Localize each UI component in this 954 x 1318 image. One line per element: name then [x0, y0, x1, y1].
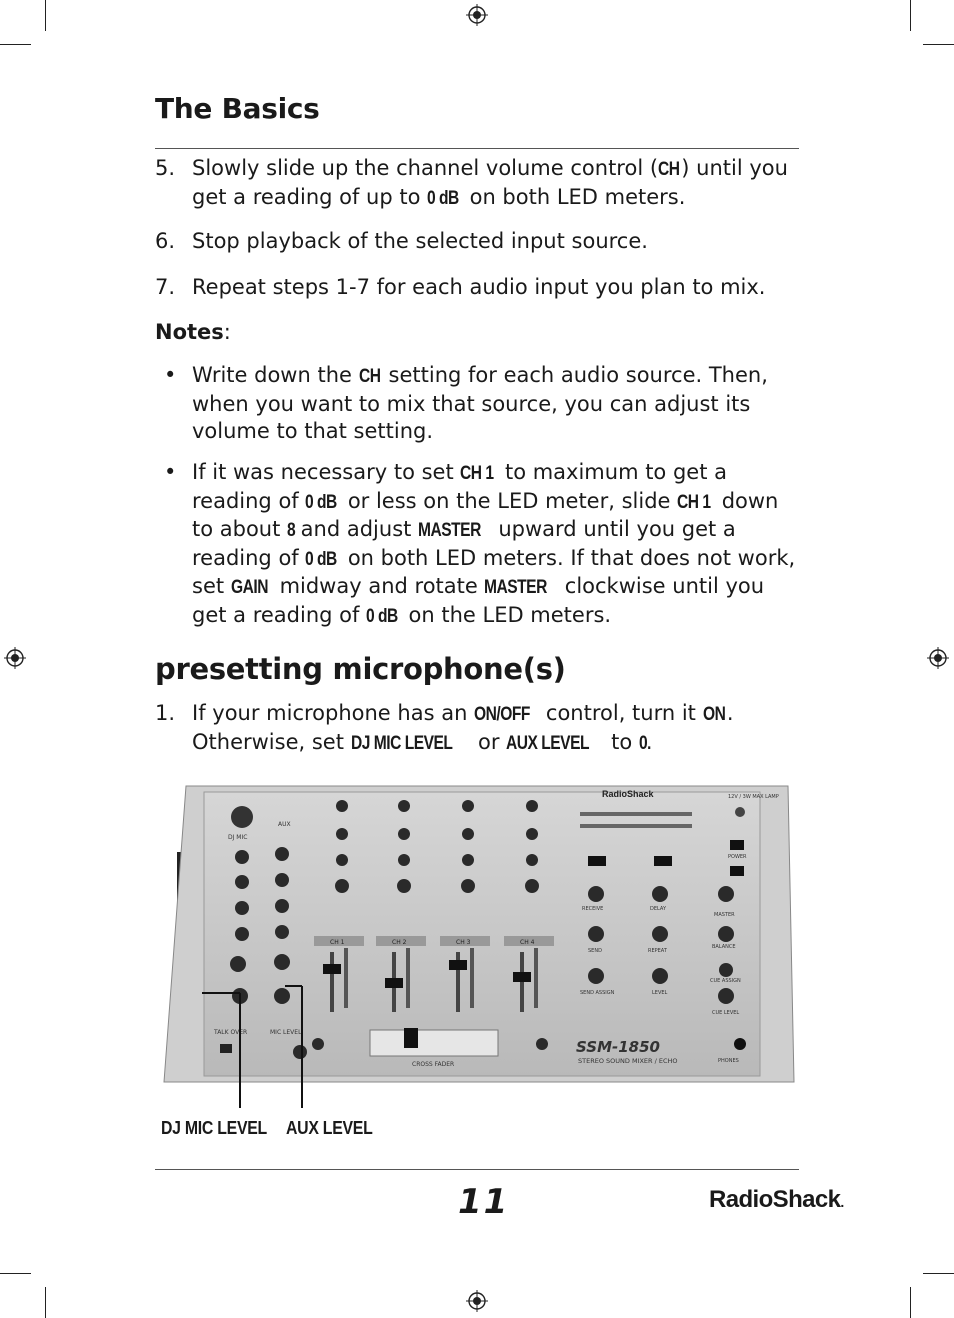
step-text: Stop playback of the selected input source.	[192, 229, 648, 253]
registration-mark-icon	[466, 4, 488, 26]
talk-over-label: TALK OVER	[214, 1029, 248, 1036]
power-label: POWER	[728, 854, 747, 860]
registration-mark-icon	[927, 647, 949, 669]
power-button	[730, 840, 744, 850]
section-title: The Basics	[155, 92, 320, 125]
xlr-jack-icon	[231, 806, 253, 828]
control-keyword: CH 1	[460, 463, 494, 484]
cue-level-label: CUE LEVEL	[712, 1010, 740, 1016]
cross-fader-knob	[404, 1028, 418, 1048]
lamp-label: 12V / 3W MAX LAMP	[728, 794, 779, 800]
registration-mark-icon	[4, 647, 26, 669]
cross-fader-plate	[370, 1030, 498, 1056]
ch1-label: CH 1	[330, 939, 345, 946]
cue-assign-label: CUE ASSIGN	[710, 978, 741, 984]
crop-mark	[0, 1273, 31, 1274]
control-keyword: ON/OFF	[474, 704, 530, 725]
step-text: If your microphone has an ON/OFF control, turn it ON. Otherwise, set DJ MIC LEVEL or AUX LEVEL to 0.	[192, 700, 802, 757]
subsection-title: presetting microphone(s)	[155, 652, 566, 686]
echo-switch	[654, 856, 672, 866]
model-name: SSM-1850	[576, 1038, 660, 1056]
mic-level-label: MIC LEVEL	[270, 1029, 302, 1036]
phones-label: PHONES	[718, 1058, 739, 1064]
control-keyword: 0	[638, 732, 648, 754]
crop-mark	[45, 1287, 46, 1318]
dj-mic-level-callout: DJ MIC LEVEL	[161, 1118, 267, 1138]
control-keyword: MASTER	[418, 520, 481, 541]
crop-mark	[45, 0, 46, 31]
control-keyword: 0 dB	[305, 548, 338, 570]
control-keyword: 0 dB	[366, 605, 398, 627]
page-number: 11	[458, 1182, 510, 1222]
receive-label: RECEIVE	[582, 906, 604, 912]
balance-label: BALANCE	[712, 944, 736, 950]
control-keyword: CH	[358, 366, 381, 387]
crop-mark	[923, 1273, 954, 1274]
control-keyword: AUX LEVEL	[506, 732, 590, 754]
footer-brand-text: RadioShack	[709, 1186, 841, 1213]
footer-brand-logo	[709, 1186, 844, 1214]
bullet-icon: •	[164, 363, 177, 387]
step-text: Slowly slide up the channel volume control (CH) until you get a reading of up to 0 dB on both LED meters.	[192, 155, 802, 212]
bullet-icon: •	[164, 460, 177, 484]
crop-mark	[0, 44, 31, 45]
step-number: 7.	[155, 275, 176, 299]
ch3-label: CH 3	[456, 939, 471, 946]
step-number: 1.	[155, 701, 176, 725]
notes-label	[155, 320, 231, 344]
notes-colon: :	[223, 320, 231, 344]
master-label: MASTER	[714, 912, 735, 918]
control-keyword: ON	[702, 704, 725, 725]
cross-fader-label: CROSS FADER	[412, 1061, 455, 1068]
registration-mark-icon	[466, 1290, 488, 1312]
step-number: 5.	[155, 156, 176, 180]
step-text: Repeat steps 1-7 for each audio input you plan to mix.	[192, 275, 766, 299]
note-text: Write down the CH setting for each audio source. Then, when you want to mix that source, you can adjust its volume to that setting.	[192, 363, 768, 443]
aux-label: AUX	[278, 821, 291, 828]
control-keyword: CH	[658, 159, 680, 180]
mono-stereo-switch	[730, 866, 744, 876]
panel-brand: RadioShack	[602, 789, 654, 799]
aux-level-callout: AUX LEVEL	[286, 1118, 373, 1138]
ch4-label: CH 4	[520, 939, 535, 946]
crop-mark	[910, 1287, 911, 1318]
mixer-illustration	[160, 782, 796, 1118]
control-keyword: 0 dB	[305, 491, 338, 513]
dj-mic-label: DJ MIC	[228, 834, 248, 841]
crop-mark	[910, 0, 911, 31]
footer-rule	[155, 1169, 799, 1170]
control-keyword: GAIN	[230, 577, 268, 598]
control-keyword: DJ MIC LEVEL	[350, 732, 453, 754]
repeat-label: REPEAT	[648, 948, 667, 954]
notes-label-text: Notes	[155, 320, 224, 344]
step-number: 6.	[155, 229, 176, 253]
ch2-label: CH 2	[392, 939, 407, 946]
model-subtitle: STEREO SOUND MIXER / ECHO	[578, 1057, 678, 1065]
control-keyword: 0 dB	[427, 187, 459, 209]
phones-jack-icon	[734, 1038, 746, 1050]
level-label: LEVEL	[652, 990, 668, 996]
delay-label: DELAY	[650, 906, 666, 912]
note-text: If it was necessary to set CH 1 to maximum to get a reading of 0 dB or less on the LED meter, slide CH 1 down to about 8 and adjust MASTER upward until you get a reading of 0 dB on both LED meters. If that does not work, set GAIN midway and rotate MASTER clockwise until you get a reading of 0 dB on the LED meters.	[192, 459, 802, 630]
crop-mark	[923, 44, 954, 45]
send-assign-label: SEND ASSIGN	[580, 990, 615, 996]
control-keyword: CH 1	[677, 491, 711, 513]
footer-brand-dot: .	[840, 1194, 844, 1210]
control-keyword: MASTER	[484, 577, 548, 598]
control-keyword: 8	[287, 520, 296, 541]
receive-switch	[588, 856, 606, 866]
send-label: SEND	[588, 948, 602, 954]
lamp-socket-icon	[735, 807, 745, 817]
header-rule	[155, 148, 799, 149]
talk-over-switch	[220, 1044, 232, 1053]
